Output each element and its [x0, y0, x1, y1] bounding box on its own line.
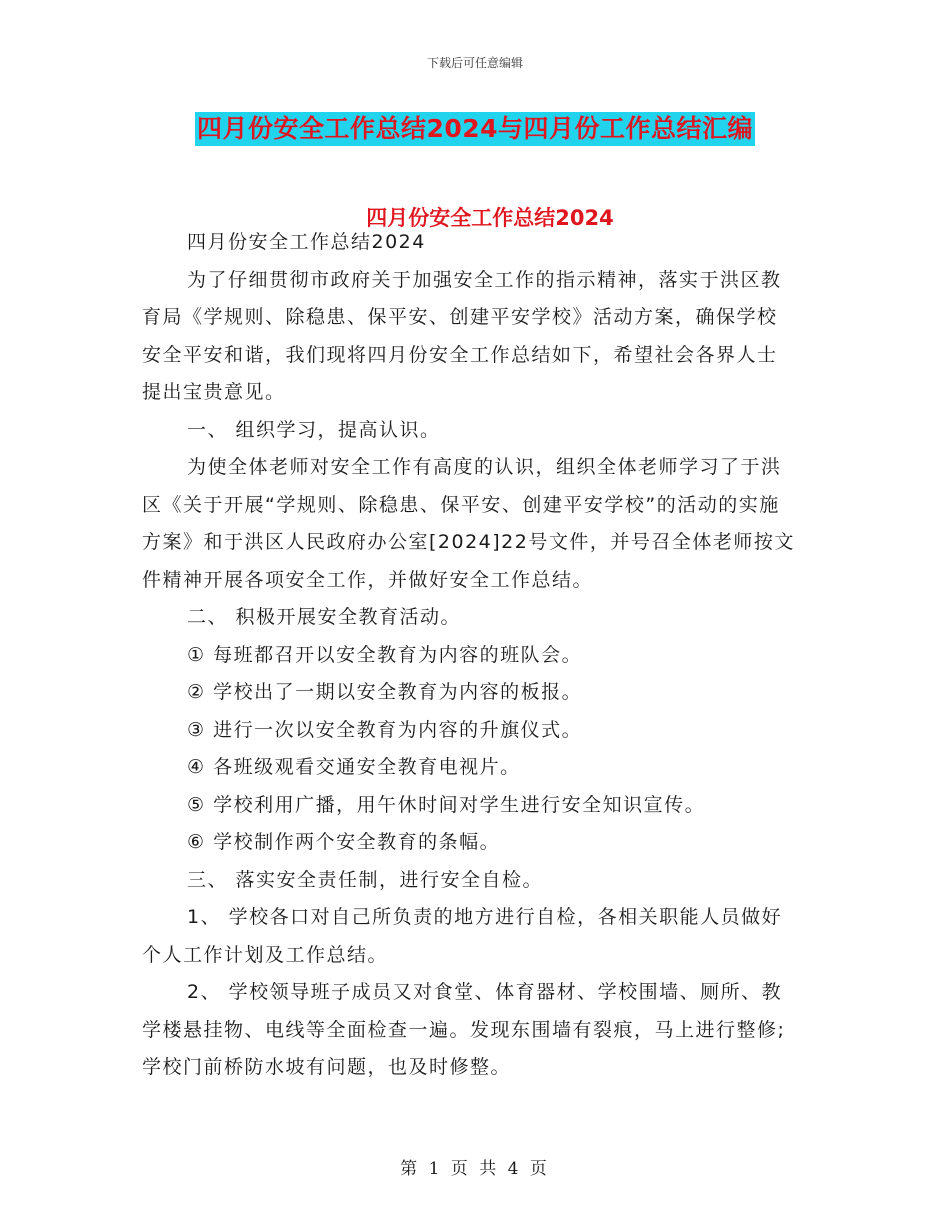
- body-paragraph: 为使全体老师对安全工作有高度的认识，组织全体老师学习了于洪区《关于开展“学规则、除稳患、保平安、创建平安学校”的活动的实施方案》和于洪区人民政府办公室[2024]22号文件，并号召全体老师按文件精神开展各项安全工作，并做好安全工作总结。: [142, 456, 795, 591]
- list-item: ④ 各班级观看交通安全教育电视片。: [187, 756, 521, 778]
- body-paragraph: 一、 组织学习，提高认识。: [187, 418, 441, 441]
- document-title: 四月份安全工作总结2024与四月份工作总结汇编: [195, 112, 755, 146]
- list-item: ② 学校出了一期以安全教育为内容的板报。: [187, 681, 583, 703]
- body-paragraph: 1、 学校各口对自己所负责的地方进行自检，各相关职能人员做好个人工作计划及工作总结。: [142, 906, 783, 966]
- list-item: ③ 进行一次以安全教育为内容的升旗仪式。: [187, 718, 583, 741]
- list-item: ⑥ 学校制作两个安全教育的条幅。: [187, 831, 501, 853]
- body-paragraph: 二、 积极开展安全教育活动。: [187, 606, 462, 628]
- section-title: 四月份安全工作总结2024: [366, 206, 614, 230]
- body-paragraph: 2、 学校领导班子成员又对食堂、体育器材、学校围墙、厕所、教学楼悬挂物、电线等全面检查一遍。发现东围墙有裂痕，马上进行整修;学校门前桥防水坡有问题，也及时修整。: [142, 981, 786, 1078]
- body-paragraph: 四月份安全工作总结2024: [187, 231, 426, 253]
- body-paragraph: 三、 落实安全责任制，进行安全自检。: [187, 868, 544, 891]
- list-item: ⑤ 学校利用广播，用午休时间对学生进行安全知识宣传。: [187, 793, 706, 816]
- document-title-wrapper: [0, 112, 950, 146]
- document-body: [142, 224, 797, 1087]
- list-item: ① 每班都召开以安全教育为内容的班队会。: [187, 643, 583, 666]
- body-paragraph: 为了仔细贯彻市政府关于加强安全工作的指示精神，落实于洪区教育局《学规则、除稳患、保平安、创建平安学校》活动方案，确保学校安全平安和谐，我们现将四月份安全工作总结如下，希望社会各界人士提出宝贵意见。: [142, 268, 782, 403]
- page-footer: 第 1 页 共 4 页: [400, 1159, 550, 1179]
- header-note: 下载后可任意编辑: [426, 56, 523, 70]
